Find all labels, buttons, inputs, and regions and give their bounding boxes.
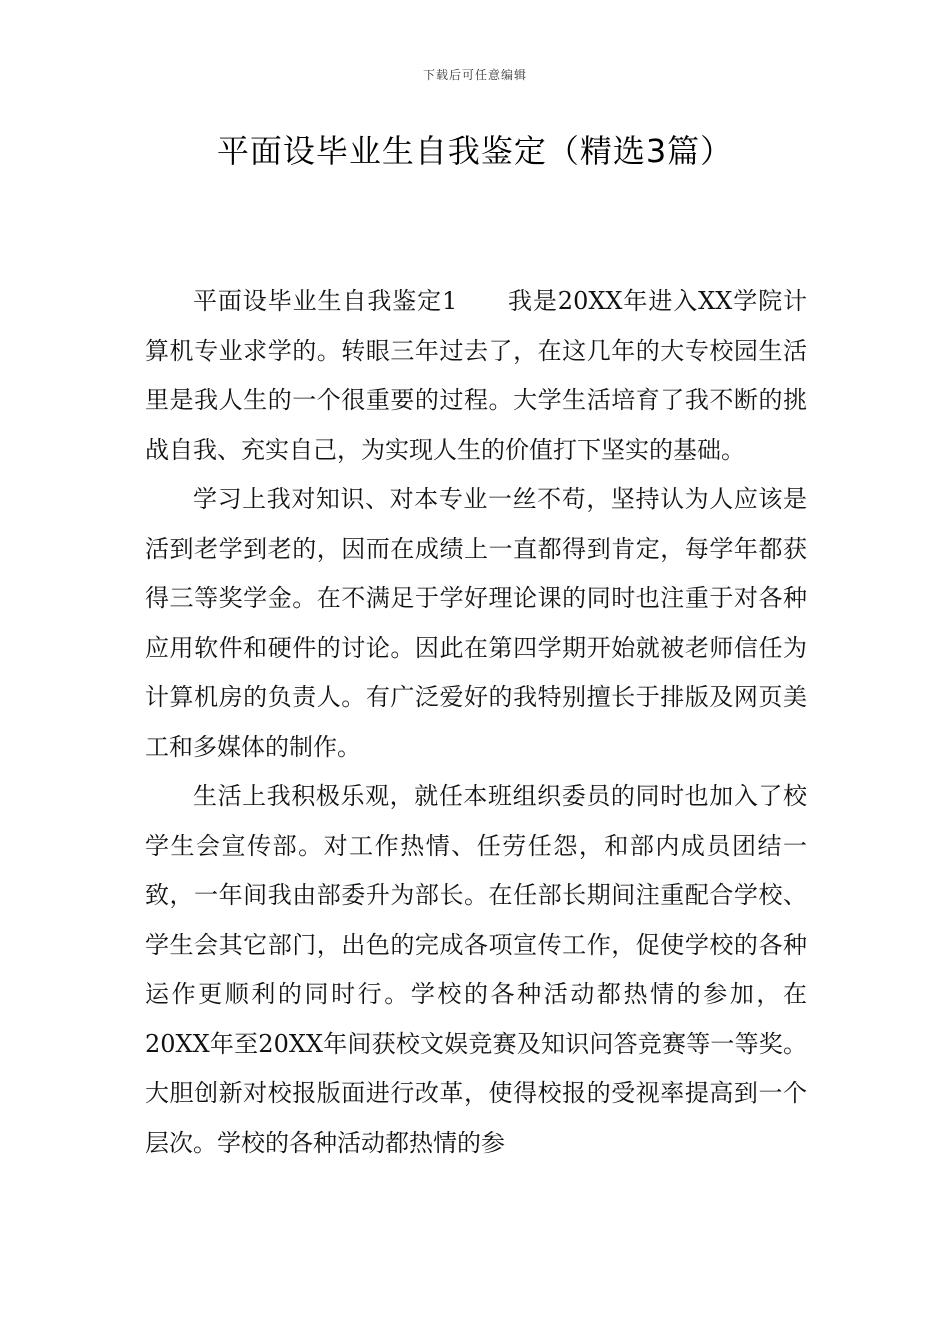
paragraph-3: 生活上我积极乐观，就任本班组织委员的同时也加入了校学生会宣传部。对工作热情、任劳任怨，和部内成员团结一致，一年间我由部委升为部长。在任部长期间注重配合学校、学生会其它部门，出色的完成各项宣传工作，促使学校的各种运作更顺利的同时行。学校的各种活动都热情的参加，在20XX年至20XX年间获校文娱竞赛及知识问答竞赛等一等奖。大胆创新对校报版面进行改革，使得校报的受视率提高到一个层次。学校的各种活动都热情的参 [145, 782, 807, 1157]
paragraph-2: 学习上我对知识、对本专业一丝不苟，坚持认为人应该是活到老学到老的，因而在成绩上一直都得到肯定，每学年都获得三等奖学金。在不满足于学好理论课的同时也注重于对各种应用软件和硬件的讨论。因此在第四学期开始就被老师信任为计算机房的负责人。有广泛爱好的我特别擅长于排版及网页美工和多媒体的制作。 [145, 485, 807, 761]
document-title: 平面设毕业生自我鉴定（精选3篇） [216, 132, 734, 170]
document-body [145, 277, 807, 1168]
header-note: 下载后可任意编辑 [422, 68, 527, 82]
paragraph-1: 平面设毕业生自我鉴定1 我是20XX年进入XX学院计算机专业求学的。转眼三年过去了，在这几年的大专校园生活里是我人生的一个很重要的过程。大学生活培育了我不断的挑战自我、充实自己，为实现人生的价值打下坚实的基础。 [145, 287, 807, 464]
